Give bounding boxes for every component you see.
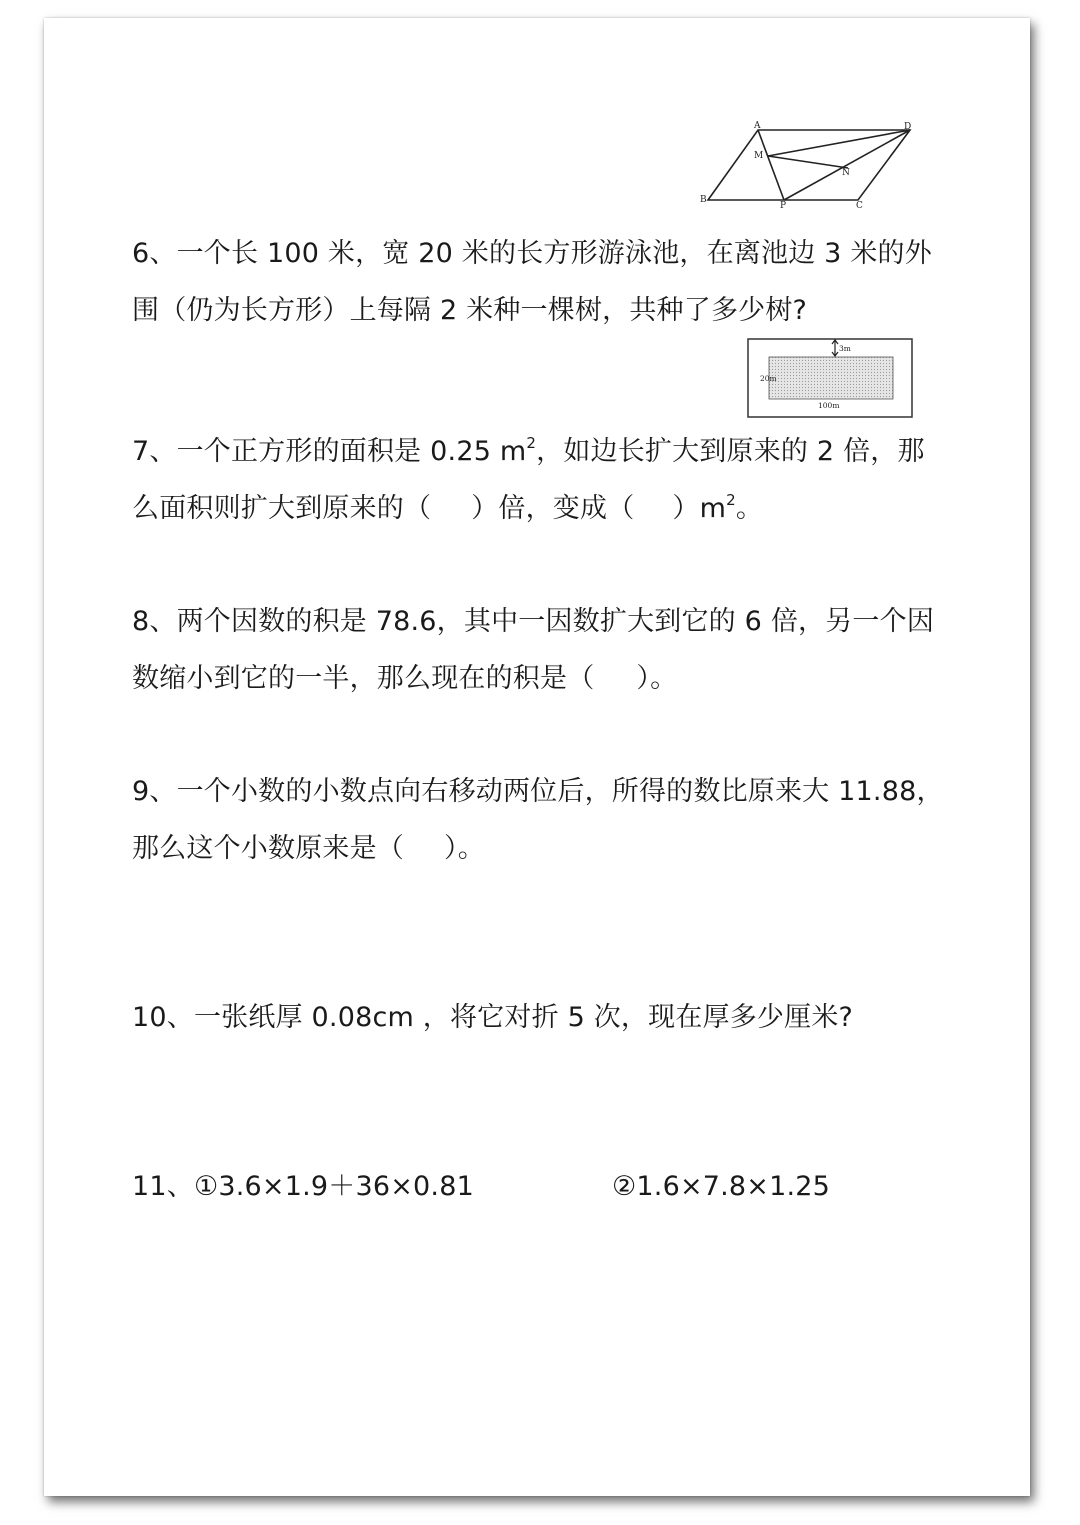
label-M: M bbox=[754, 151, 764, 161]
parallelogram-figure bbox=[696, 120, 926, 210]
question-8-text-a: 数缩小到它的一半，那么现在的积是（ bbox=[132, 663, 595, 694]
question-8-text-b: ）。 bbox=[636, 663, 678, 694]
question-9-text-b: ）。 bbox=[444, 833, 485, 864]
question-6-line-1: 6、一个长 100 米，宽 20 米的长方形游泳池，在离池边 3 米的外 bbox=[132, 238, 932, 269]
question-11 bbox=[132, 1158, 474, 1215]
question-7-text-f: 。 bbox=[735, 493, 764, 524]
question-11-second bbox=[612, 1158, 830, 1215]
question-7-text-c: 么面积则扩大到原来的（ bbox=[132, 493, 432, 524]
pool-figure bbox=[747, 338, 913, 418]
pool-width-gap-label: 3m bbox=[839, 344, 851, 353]
pool-rectangle bbox=[769, 357, 893, 399]
question-7-text-b: ，如边长扩大到原来的 2 倍，那 bbox=[536, 436, 925, 467]
label-B: B bbox=[700, 195, 707, 205]
label-A: A bbox=[754, 121, 761, 131]
question-6-line-2: 围（仍为长方形）上每隔 2 米种一棵树，共种了多少树? bbox=[132, 295, 808, 326]
question-7-text-d: ）倍，变成（ bbox=[471, 493, 635, 524]
label-C: C bbox=[856, 201, 863, 211]
question-7-line-2 bbox=[132, 480, 925, 537]
question-7-text-e: ）m bbox=[672, 493, 727, 524]
label-N: N bbox=[842, 168, 850, 178]
question-11-part-2: ②1.6×7.8×1.25 bbox=[612, 1171, 831, 1202]
question-9-line-1: 9、一个小数的小数点向右移动两位后，所得的数比原来大 11.88， bbox=[132, 776, 944, 807]
label-P: P bbox=[780, 201, 787, 211]
question-11-part-1: 11、①3.6×1.9＋36×0.81 bbox=[132, 1171, 474, 1202]
question-9-line-2 bbox=[132, 820, 944, 877]
superscript-2: 2 bbox=[726, 491, 736, 509]
question-7-text-a: 7、一个正方形的面积是 0.25 m bbox=[132, 436, 527, 467]
question-7-line-1 bbox=[132, 423, 925, 480]
question-10 bbox=[132, 989, 853, 1046]
label-D: D bbox=[904, 122, 912, 132]
superscript-2: 2 bbox=[526, 434, 537, 452]
question-9 bbox=[132, 763, 944, 877]
question-7 bbox=[132, 423, 925, 537]
question-8-line-1: 8、两个因数的积是 78.6，其中一因数扩大到它的 6 倍，另一个因 bbox=[132, 606, 935, 637]
question-10-line: 10、一张纸厚 0.08cm ，将它对折 5 次，现在厚多少厘米? bbox=[132, 1002, 854, 1033]
pool-width-label: 20m bbox=[760, 374, 777, 383]
question-8-line-2 bbox=[132, 650, 934, 707]
question-9-text-a: 那么这个小数原来是（ bbox=[132, 833, 404, 864]
pool-length-label: 100m bbox=[818, 401, 840, 410]
question-8 bbox=[132, 593, 934, 707]
question-6 bbox=[132, 225, 932, 339]
